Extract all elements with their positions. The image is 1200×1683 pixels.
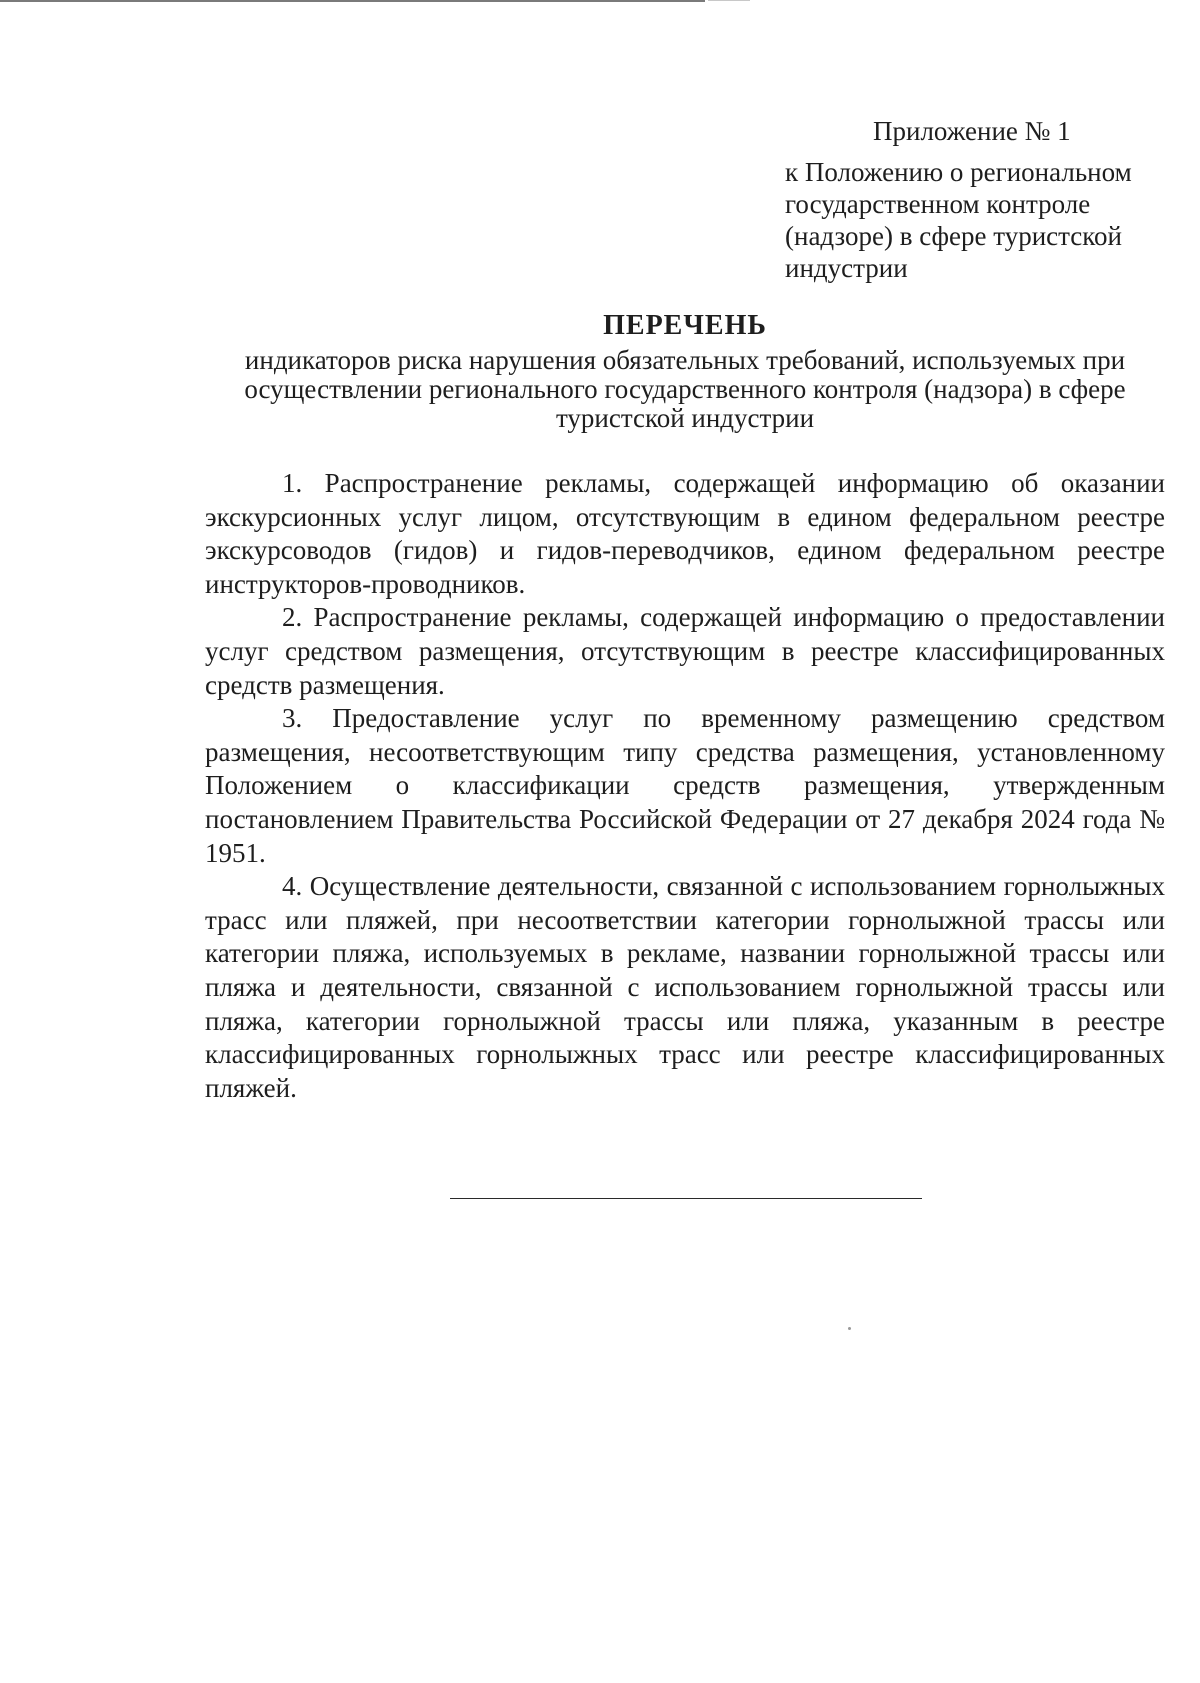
document-heading (205, 308, 1165, 433)
scan-edge-line-faint (708, 0, 750, 1)
document-subtitle: индикаторов риска нарушения обязательных требований, используемых при осуществлении регионального государственного контроля (надзора) в сфере туристской индустрии (244, 345, 1126, 433)
scan-speck (848, 1327, 851, 1330)
indicator-item-4: 4. Осуществление деятельности, связанной с использованием горнолыжных трасс или пляжей, при несоответствии категории горнолыжной трассы или категории пляжа, используемых в рекламе, названии горнолыжной трассы или пляжа и деятельности, связанной с использованием горнолыжной трассы или пляжа, категории горнолыжной трассы или пляжа, указанным в реестре классифицированных горнолыжных трасс или реестре классифицированных пляжей. (205, 871, 1165, 1103)
document-title: ПЕРЕЧЕНЬ (603, 310, 767, 341)
appendix-number: Приложение № 1 (873, 116, 1071, 146)
indicator-item-1: 1. Распространение рекламы, содержащей информацию об оказании экскурсионных услуг лицом, отсутствующим в едином федеральном реестре экскурсоводов (гидов) и гидов-переводчиков, едином федеральном реестре инструкторов-проводников. (205, 468, 1165, 599)
indicator-list (205, 467, 1165, 1105)
indicator-item-3: 3. Предоставление услуг по временному размещению средством размещения, несоответствующим типу средства размещения, установленному Положением о классификации средств размещения, утвержденным постановлением Правительства Российской Федерации от 27 декабря 2024 года № 1951. (205, 703, 1165, 868)
scan-edge-line (0, 0, 705, 2)
appendix-reference: к Положению о региональном государственном контроле (надзоре) в сфере туристской индустрии (785, 157, 1132, 283)
end-divider (450, 1198, 922, 1199)
appendix-header (785, 115, 1165, 284)
indicator-item-2: 2. Распространение рекламы, содержащей информацию о предоставлении услуг средством размещения, отсутствующим в реестре классифицированных средств размещения. (205, 602, 1165, 700)
